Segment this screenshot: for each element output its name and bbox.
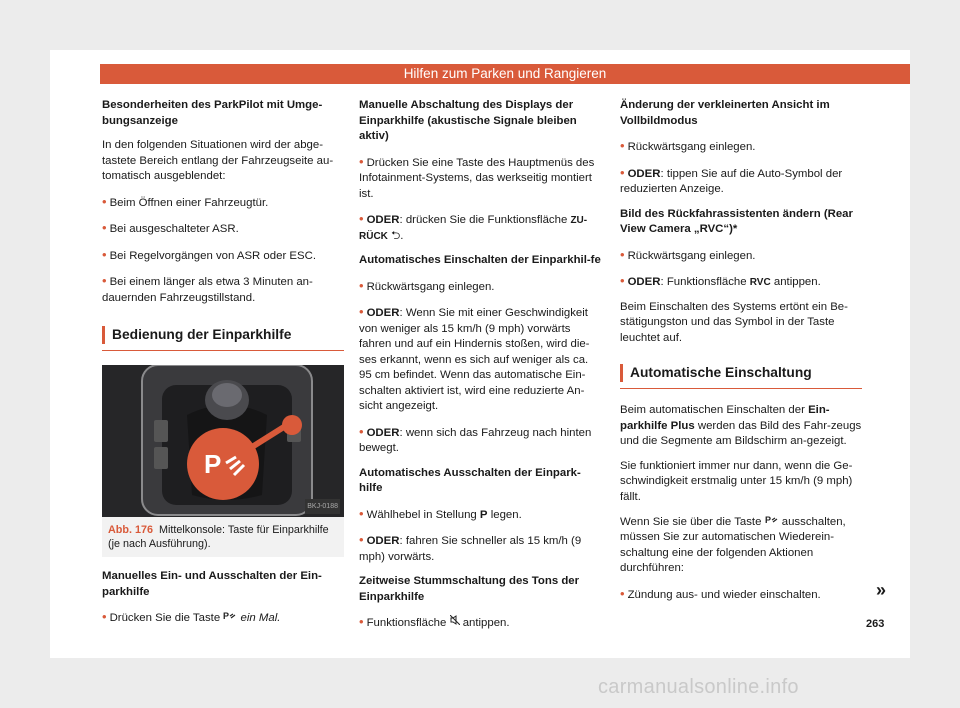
page-header: Hilfen zum Parken und Rangieren: [100, 64, 910, 84]
bullet-icon: •: [359, 505, 364, 521]
figure-caption: Abb. 176 Mittelkonsole: Taste für Einparkhilfe (je nach Ausführung).: [102, 517, 344, 557]
heading-rvc: Bild des Rückfahrassistenten ändern (Rear View Camera „RVC“)*: [620, 207, 853, 235]
heading-auto-on: Automatisches Einschalten der Einparkhil-fe: [359, 254, 601, 266]
column-1: [102, 98, 344, 636]
page-number: 263: [866, 618, 885, 630]
list-item: • Rückwärtsgang einlegen.: [620, 138, 756, 153]
svg-text:P: P: [223, 611, 230, 621]
list-item: • ODER: wenn sich das Fahrzeug nach hinten bewegt.: [359, 423, 592, 454]
figure-console: [102, 365, 344, 517]
bullet-icon: •: [102, 246, 107, 262]
list-item: • Rückwärtsgang einlegen.: [620, 246, 756, 262]
bullet-icon: •: [359, 304, 364, 319]
continue-marker: »: [876, 580, 887, 600]
heading-mute: Zeitweise Stummschaltung des Tons der Einparkhilfe: [359, 575, 580, 603]
bullet-icon: •: [102, 220, 107, 235]
bullet-icon: •: [620, 585, 625, 601]
paragraph: Sie funktioniert immer nur dann, wenn die Ge-schwindigkeit erstmalig unter 15 km/h (9 mph) fällt.: [620, 459, 853, 503]
paragraph: In den folgenden Situationen wird der abge-tastete Bereich entlang der Fahrzeugseite au-tomatisch ausgeblendet:: [102, 139, 334, 182]
park-assist-icon: [765, 514, 779, 530]
bullet-icon: •: [359, 423, 364, 439]
section-bar: [620, 364, 623, 382]
list-item: • Drücken Sie die Taste P ein Mal.: [102, 609, 281, 624]
list-item: • Funktionsfläche antippen.: [359, 614, 510, 629]
list-item: • Bei Regelvorgängen von ASR oder ESC.: [102, 246, 316, 262]
park-assist-icon: [223, 610, 237, 626]
section-bar: [102, 326, 105, 344]
section-heading: Bedienung der Einparkhilfe: [102, 326, 344, 351]
section-heading: Automatische Einschaltung: [620, 364, 862, 389]
column-3: [620, 98, 862, 612]
list-item: • ODER: tippen Sie auf die Auto-Symbol der reduzierten Anzeige.: [620, 164, 843, 195]
list-item: • ODER: Wenn Sie mit einer Geschwindigkeit von weniger als 15 km/h (9 mph) vorwärts fahren und auf ein Hindernis stoßen, wird die-ses erkannt, wenn es sich auf weniger als ca. 95 cm befindet. Wenn das automatische Ein-schalten aktiviert ist, wird eine reduzierte An-sicht angezeigt.: [359, 304, 590, 412]
heading-auto-off: Automatisches Ausschalten der Einpark-hilfe: [359, 466, 581, 494]
mute-icon: [450, 615, 460, 631]
paragraph: Wenn Sie sie über die Taste P ausschalten, müssen Sie zur automatischen Wiederein-schaltung eine der folgenden Aktionen durchführen:: [620, 515, 846, 575]
bullet-icon: •: [359, 277, 364, 293]
watermark: carmanualsonline.info: [598, 676, 799, 698]
paragraph: Beim automatischen Einschalten der Ein-parkhilfe Plus werden das Bild des Fahr-zeugs und die Segmente am Bildschirm an-gezeigt.: [620, 404, 862, 447]
list-item: • Rückwärtsgang einlegen.: [359, 277, 495, 293]
paragraph: Beim Einschalten des Systems ertönt ein Be-stätigungston und das Symbol in der Taste leuchtet auf.: [620, 300, 848, 344]
console-image: [102, 365, 344, 517]
list-item: • Zündung aus- und wieder einschalten.: [620, 585, 821, 601]
list-item: • Wählhebel in Stellung P legen.: [359, 505, 522, 521]
bullet-icon: •: [359, 614, 364, 629]
bullet-icon: •: [620, 273, 625, 288]
heading-parkpilot: Besonderheiten des ParkPilot mit Umge-bungsanzeige: [102, 99, 323, 127]
list-item: • Bei ausgeschalteter ASR.: [102, 220, 239, 235]
list-item: • ODER: fahren Sie schneller als 15 km/h (9 mph) vorwärts.: [359, 532, 582, 563]
list-item: • Drücken Sie eine Taste des Hauptmenüs des Infotainment-Systems, das werkseitig montiert ist.: [359, 153, 595, 200]
bullet-icon: •: [102, 273, 107, 288]
bullet-icon: •: [359, 532, 364, 547]
bullet-icon: •: [620, 246, 625, 262]
bullet-icon: •: [102, 609, 107, 624]
heading-manual: Manuelles Ein- und Ausschalten der Ein-parkhilfe: [102, 570, 322, 598]
bullet-icon: •: [620, 164, 625, 180]
figure-code: BKJ-0188: [305, 499, 340, 515]
list-item: • ODER: drücken Sie die Funktionsfläche ZU-RÜCK ⮌.: [359, 211, 588, 242]
heading-reduced-view: Änderung der verkleinerten Ansicht im Vollbildmodus: [620, 99, 830, 127]
bullet-icon: •: [620, 138, 625, 153]
column-2: [359, 98, 601, 641]
svg-text:P: P: [204, 449, 222, 479]
list-item: • ODER: Funktionsfläche RVC antippen.: [620, 273, 821, 288]
bullet-icon: •: [359, 211, 364, 226]
bullet-icon: •: [359, 153, 364, 169]
list-item: • Bei einem länger als etwa 3 Minuten an-dauernden Fahrzeugstillstand.: [102, 273, 313, 304]
heading-display-off: Manuelle Abschaltung des Displays der Einparkhilfe (akustische Signale bleiben aktiv): [359, 99, 577, 142]
bullet-icon: •: [102, 193, 107, 209]
manual-page: [50, 50, 910, 658]
back-arrow-icon: ⮌: [391, 229, 401, 242]
svg-text:P: P: [764, 515, 771, 524]
list-item: • Beim Öffnen einer Fahrzeugtür.: [102, 193, 269, 209]
